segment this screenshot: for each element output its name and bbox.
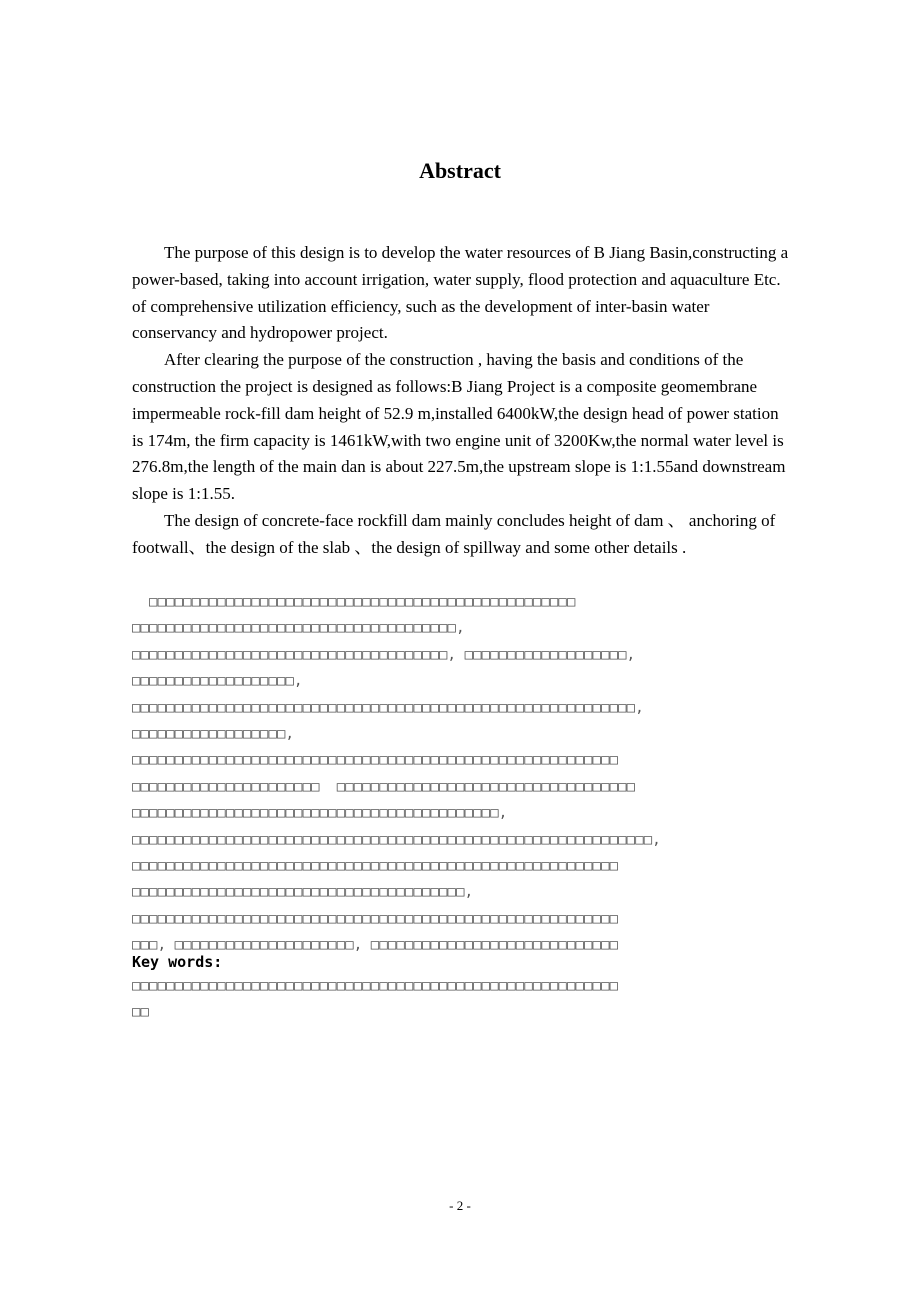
garbled-line: □□□□□□□□□□□□□□□□□□□□□□ □□□□□□□□□□□□□□□□□□□□□□□□□□□□□□□□□□□: [132, 778, 636, 795]
garbled-line: □□□□□□□□□□□□□□□□□□□,: [132, 673, 303, 690]
garbled-line: □□□□□□□□□□□□□□□□□□□□□□□□□□□□□□□□□□□□□□□□□□□□□□□□□□□□□□□□□□□,: [132, 699, 644, 716]
garbled-line: □□□, □□□□□□□□□□□□□□□□□□□□□, □□□□□□□□□□□□□□□□□□□□□□□□□□□□□: [132, 937, 619, 954]
garbled-line: □□□□□□□□□□□□□□□□□□□□□□□□□□□□□□□□□□□□□□□□□□□□□□□□□□: [132, 594, 576, 610]
garbled-text-block: [132, 589, 796, 958]
garbled-line: □□□□□□□□□□□□□□□□□□□□□□□□□□□□□□□□□□□□□□□,: [132, 884, 474, 901]
abstract-title: Abstract: [419, 158, 501, 183]
abstract-paragraph-2: After clearing the purpose of the construction , having the basis and conditions of the construction the project is designed as follows:B Jiang Project is a composite geomembrane impermeable rock-fill dam height of 52.9 m,installed 6400kW,the design head of power station is 174m, the firm capacity is 1461kW,with two engine unit of 3200Kw,the normal water level is 276.8m,the length of the main dan is about 227.5m,the upstream slope is 1:1.55and downstream slope is 1:1.55.: [132, 350, 786, 504]
abstract-paragraph-3: The design of concrete-face rockfill dam mainly concludes height of dam 、 anchoring of footwall、the design of the slab 、the design of spillway and some other details .: [132, 510, 776, 557]
garbled-line: □□□□□□□□□□□□□□□□□□□□□□□□□□□□□□□□□□□□□□□□□□□□□□□□□□□□□□□□□: [132, 752, 619, 769]
keyword-line: □□: [132, 1004, 150, 1021]
abstract-body: [132, 240, 792, 562]
keywords-label: Key words:: [132, 953, 223, 971]
garbled-line: □□□□□□□□□□□□□□□□□□□□□□□□□□□□□□□□□□□□□□□□□□□□□□□□□□□□□□□□□: [132, 910, 619, 927]
garbled-line: □□□□□□□□□□□□□□□□□□,: [132, 725, 295, 742]
keyword-line: □□□□□□□□□□□□□□□□□□□□□□□□□□□□□□□□□□□□□□□□□□□□□□□□□□□□□□□□□: [132, 978, 619, 994]
keywords-text-block: [132, 973, 796, 1026]
garbled-line: □□□□□□□□□□□□□□□□□□□□□□□□□□□□□□□□□□□□□□□□□□□,: [132, 805, 508, 822]
garbled-line: □□□□□□□□□□□□□□□□□□□□□□□□□□□□□□□□□□□□□□□□□□□□□□□□□□□□□□□□□: [132, 857, 619, 874]
abstract-paragraph-1: The purpose of this design is to develop the water resources of B Jiang Basin,constructing a power-based, taking into account irrigation, water supply, flood protection and aquaculture Etc. of comprehensive utilization efficiency, such as the development of inter-basin water conservancy and hydropower project.: [132, 243, 789, 343]
garbled-line: □□□□□□□□□□□□□□□□□□□□□□□□□□□□□□□□□□□□□□□□□□□□□□□□□□□□□□□□□□□□□,: [132, 831, 661, 848]
garbled-line: □□□□□□□□□□□□□□□□□□□□□□□□□□□□□□□□□□□□□, □□□□□□□□□□□□□□□□□□□,: [132, 646, 636, 663]
page-number: - 2 -: [449, 1198, 471, 1213]
garbled-line: □□□□□□□□□□□□□□□□□□□□□□□□□□□□□□□□□□□□□□,: [132, 620, 465, 637]
